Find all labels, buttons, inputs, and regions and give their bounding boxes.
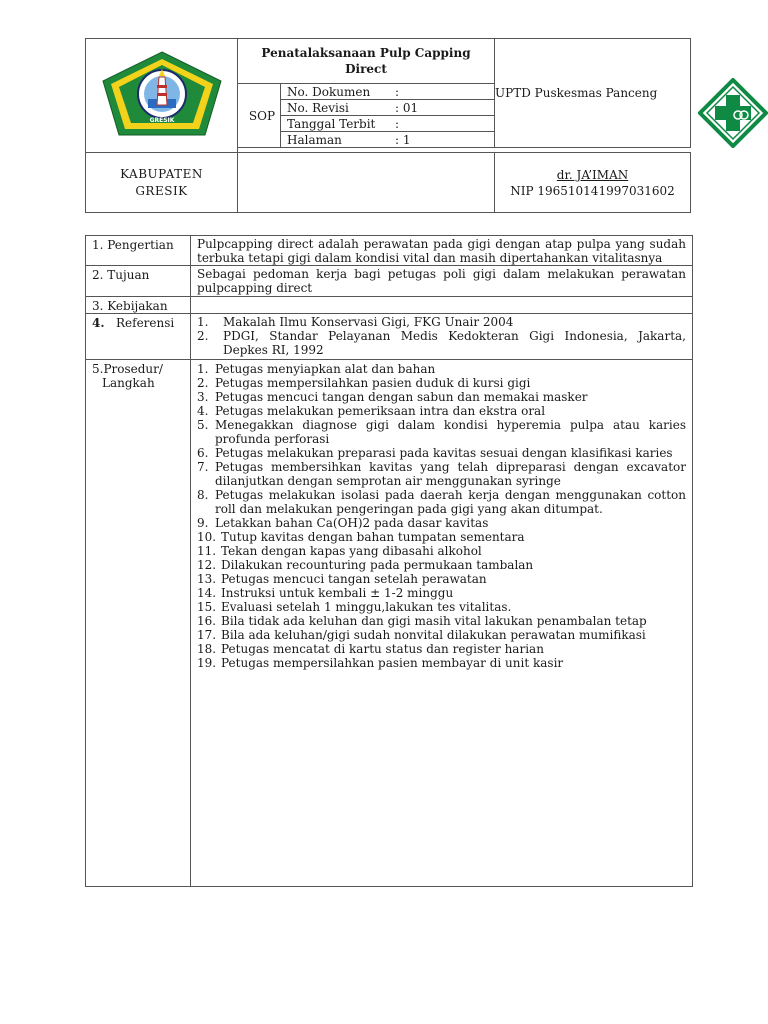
meta-row	[281, 84, 495, 100]
list-item	[197, 376, 686, 390]
list-item	[197, 628, 686, 642]
referensi-label	[86, 314, 191, 360]
item-text: Bila tidak ada keluhan dan gigi masih vital lakukan penambalan tetap	[221, 614, 647, 628]
item-text: Letakkan bahan Ca(OH)2 pada dasar kavitas	[215, 516, 489, 530]
section-label: 3. Kebijakan	[86, 297, 191, 314]
institution-cell	[495, 39, 691, 148]
meta-key: No. Dokumen	[287, 84, 371, 99]
list-item	[197, 600, 686, 614]
item-text: Petugas melakukan pemeriksaan intra dan ekstra oral	[215, 404, 546, 418]
logo-cell	[86, 39, 238, 153]
sop-content-table	[85, 235, 693, 887]
item-text: Petugas melakukan preparasi pada kavitas sesuai dengan klasifikasi karies	[215, 446, 673, 460]
meta-row	[281, 132, 495, 148]
gresik-regency-logo	[99, 49, 225, 139]
list-item	[197, 572, 686, 586]
item-number: 2.	[197, 376, 209, 390]
item-number: 1.	[197, 315, 209, 329]
section-label: 1. Pengertian	[86, 236, 191, 266]
meta-row	[281, 116, 495, 132]
meta-row	[281, 100, 495, 116]
referensi-list	[191, 314, 693, 360]
item-text: Evaluasi setelah 1 minggu,lakukan tes vitalitas.	[221, 600, 512, 614]
item-number: 14.	[197, 586, 217, 600]
empty-cell	[238, 153, 495, 213]
list-item	[197, 329, 686, 357]
document-title-cell	[238, 39, 495, 84]
institution-name: UPTD Puskesmas Panceng	[495, 86, 658, 100]
meta-value: :	[395, 116, 400, 131]
list-item	[197, 362, 686, 376]
item-text: Bila ada keluhan/gigi sudah nonvital dilakukan perawatan mumifikasi	[221, 628, 646, 642]
item-number: 3.	[197, 390, 209, 404]
signature-cell	[495, 153, 691, 213]
item-text: Tekan dengan kapas yang dibasahi alkohol	[221, 544, 482, 558]
list-item	[197, 516, 686, 530]
document-title-2: Direct	[345, 62, 387, 76]
list-item	[197, 530, 686, 544]
item-number: 10.	[197, 530, 217, 544]
item-number: 19.	[197, 656, 217, 670]
item-text: Makalah Ilmu Konservasi Gigi, FKG Unair 2004	[223, 315, 514, 329]
item-text: Petugas mempersilahkan pasien membayar di unit kasir	[221, 656, 564, 670]
list-item	[197, 586, 686, 600]
item-number: 5.	[197, 418, 209, 432]
section-label-line-1: 5.Prosedur/	[92, 362, 163, 376]
item-text: Petugas mencuci tangan dengan sabun dan memakai masker	[215, 390, 588, 404]
item-text: PDGI, Standar Pelayanan Medis Kedokteran Gigi Indonesia, Jakarta, Depkes RI, 1992	[223, 329, 686, 357]
meta-key: Halaman	[287, 132, 342, 147]
item-number: 12.	[197, 558, 217, 572]
document-title: Penatalaksanaan Pulp Capping	[261, 46, 471, 60]
meta-value: : 1	[395, 132, 411, 147]
item-text: Dilakukan recounturing pada permukaan tambalan	[221, 558, 534, 572]
region-line-2: GRESIK	[135, 183, 188, 198]
item-number: 2.	[197, 329, 209, 343]
signer-nip: NIP 196510141997031602	[510, 183, 675, 198]
item-number: 16.	[197, 614, 217, 628]
signer-name: dr. JA’IMAN	[556, 167, 629, 182]
list-item	[197, 390, 686, 404]
logo-caption: GRESIK	[149, 117, 174, 124]
list-item	[197, 656, 686, 670]
sop-label: SOP	[238, 84, 281, 148]
item-number: 7.	[197, 460, 209, 474]
item-number: 8.	[197, 488, 209, 502]
item-number: 11.	[197, 544, 217, 558]
section-number: 4.	[92, 316, 105, 330]
item-number: 1.	[197, 362, 209, 376]
list-item	[197, 418, 686, 446]
sop-header-table	[85, 38, 691, 213]
list-item	[197, 544, 686, 558]
item-number: 9.	[197, 516, 209, 530]
region-cell	[86, 153, 238, 213]
list-item	[197, 404, 686, 418]
section-label-line-2: Langkah	[102, 376, 155, 390]
prosedur-label	[86, 360, 191, 887]
list-item	[197, 488, 686, 516]
list-item	[197, 446, 686, 460]
item-number: 4.	[197, 404, 209, 418]
item-text: Petugas mencatat di kartu status dan register harian	[221, 642, 544, 656]
meta-value: :	[395, 84, 400, 99]
list-item	[197, 315, 686, 329]
item-number: 15.	[197, 600, 217, 614]
meta-key: Tanggal Terbit	[287, 116, 376, 131]
item-text: Petugas membersihkan kavitas yang telah dipreparasi dengan excavator dilanjutkan dengan semprotan air menggunakan syringe	[215, 460, 686, 488]
item-text: Petugas mempersilahkan pasien duduk di kursi gigi	[215, 376, 531, 390]
section-label-text: Referensi	[115, 316, 175, 330]
item-number: 13.	[197, 572, 217, 586]
item-number: 17.	[197, 628, 217, 642]
kebijakan-text	[191, 297, 693, 314]
item-text: Instruksi untuk kembali ± 1-2 minggu	[221, 586, 454, 600]
item-text: Petugas mencuci tangan setelah perawatan	[221, 572, 487, 586]
list-item	[197, 558, 686, 572]
item-number: 18.	[197, 642, 217, 656]
list-item	[197, 460, 686, 488]
prosedur-list	[191, 360, 693, 887]
item-text: Tutup kavitas dengan bahan tumpatan sementara	[221, 530, 525, 544]
meta-key: No. Revisi	[287, 100, 349, 115]
list-item	[197, 614, 686, 628]
list-item	[197, 642, 686, 656]
item-text: Petugas melakukan isolasi pada daerah kerja dengan menggunakan cotton roll dan melakukan pengeringan pada gigi yang akan ditumpat.	[215, 488, 686, 516]
meta-value: : 01	[395, 100, 419, 115]
pengertian-text: Pulpcapping direct adalah perawatan pada gigi dengan atap pulpa yang sudah terbuka tetapi gigi dalam kondisi vital dan masih dipertahankan vitalitasnya	[191, 236, 693, 266]
puskesmas-logo-icon	[698, 78, 768, 148]
item-text: Menegakkan diagnose gigi dalam kondisi hyperemia pulpa atau karies profunda perforasi	[215, 418, 686, 446]
item-number: 6.	[197, 446, 209, 460]
region-line-1: KABUPATEN	[120, 166, 203, 181]
tujuan-text: Sebagai pedoman kerja bagi petugas poli gigi dalam melakukan perawatan pulpcapping direct	[191, 266, 693, 297]
section-label: 2. Tujuan	[86, 266, 191, 297]
item-text: Petugas menyiapkan alat dan bahan	[215, 362, 436, 376]
